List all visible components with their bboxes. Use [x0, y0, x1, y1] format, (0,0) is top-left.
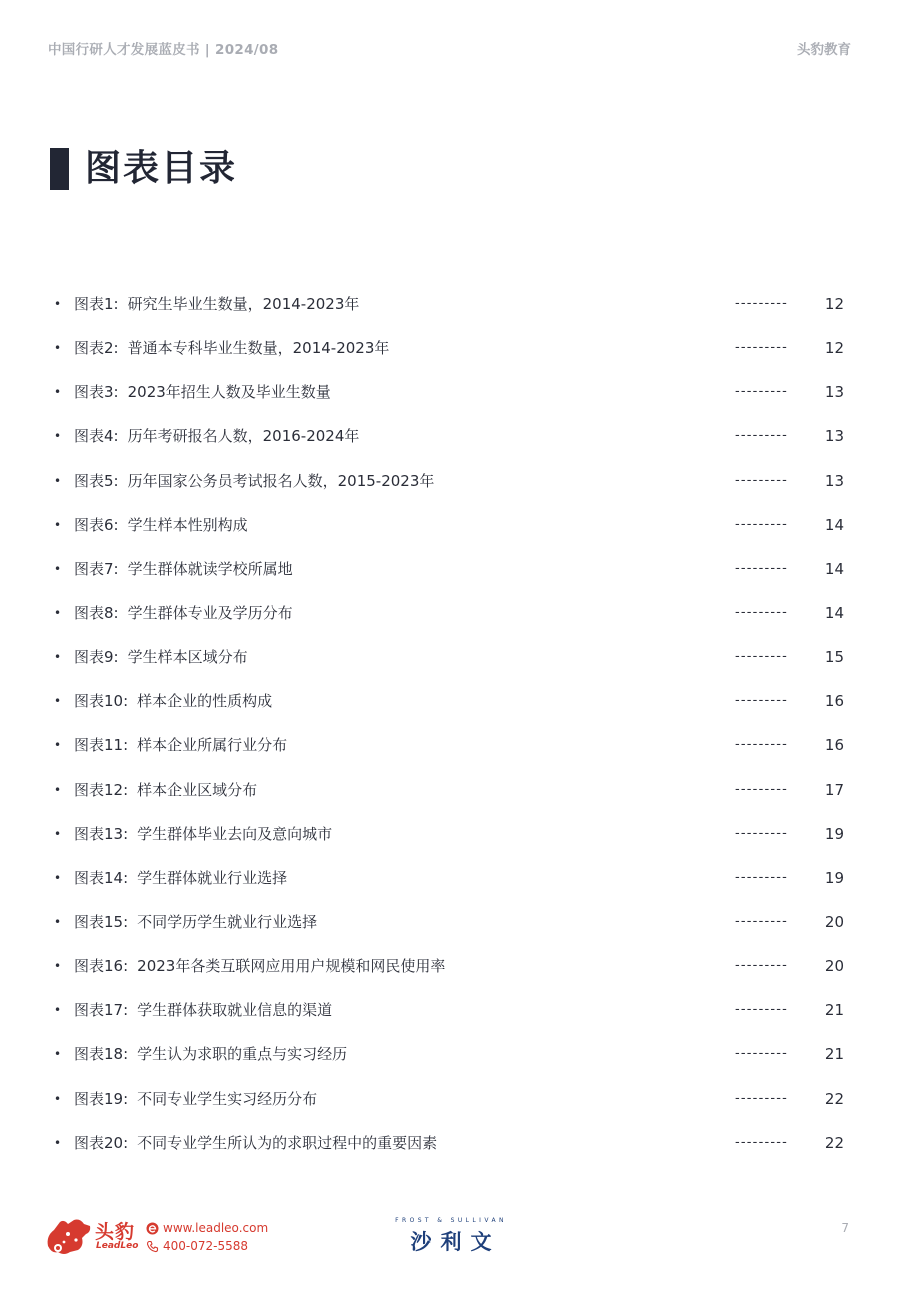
bullet-icon: •: [54, 605, 62, 620]
toc-leader: ---------: [735, 604, 789, 620]
toc-page-number: 16: [824, 736, 844, 755]
website-row[interactable]: [146, 1219, 268, 1237]
figure-title: 学生群体就读学校所属地: [127, 559, 293, 578]
toc-entry-18[interactable]: [0, 1032, 900, 1076]
toc-page-number: 12: [824, 295, 844, 313]
toc-entry-text[interactable]: [74, 1087, 317, 1111]
partner-name-en: FROST & SULLIVAN: [395, 1217, 507, 1224]
toc-entry-text[interactable]: [74, 513, 248, 537]
toc-entry-1[interactable]: [0, 282, 900, 326]
figure-number: 图表11:: [74, 736, 129, 755]
partner-name-cn: 沙利文: [410, 1230, 501, 1254]
brand-name-cn: 头豹: [95, 1221, 136, 1243]
toc-leader: ---------: [735, 781, 789, 797]
figure-title: 学生群体毕业去向及意向城市: [137, 824, 333, 843]
website-link[interactable]: www.leadleo.com: [163, 1221, 269, 1235]
toc-page-number: 14: [824, 515, 844, 534]
figure-number: 图表13:: [74, 824, 129, 843]
figure-number: 图表1:: [74, 295, 119, 313]
page-number: 7: [841, 1221, 849, 1235]
toc-page-number: 13: [824, 471, 844, 490]
toc-leader: ---------: [735, 737, 789, 753]
figure-title: 不同学历学生就业行业选择: [137, 912, 318, 931]
report-title: 中国行研人才发展蓝皮书 | 2024/08: [48, 42, 279, 58]
toc-entry-text[interactable]: [74, 336, 389, 360]
toc-entry-7[interactable]: [0, 547, 900, 591]
bullet-icon: •: [54, 1091, 62, 1106]
toc-entry-17[interactable]: [0, 988, 900, 1032]
toc-page-number: 14: [824, 603, 844, 622]
toc-leader: ---------: [735, 825, 789, 841]
toc-page-number: 16: [824, 692, 844, 711]
toc-entry-text[interactable]: [74, 1131, 437, 1155]
figure-number: 图表20:: [74, 1133, 129, 1152]
bullet-icon: •: [54, 297, 62, 311]
toc-entry-13[interactable]: [0, 812, 900, 856]
toc-entry-text[interactable]: [74, 645, 248, 669]
figure-number: 图表17:: [74, 1001, 129, 1020]
figure-number: 图表10:: [74, 692, 129, 711]
figure-list: [0, 282, 900, 1165]
toc-leader: ---------: [735, 560, 789, 576]
toc-leader: ---------: [735, 958, 789, 974]
figure-title: 样本企业的性质构成: [137, 692, 273, 711]
figure-title: 样本企业区域分布: [137, 780, 258, 799]
figure-title: 2023年各类互联网应用用户规模和网民使用率: [137, 957, 446, 976]
phone-row[interactable]: [146, 1237, 268, 1255]
toc-entry-5[interactable]: [0, 459, 900, 503]
phone-icon: [146, 1240, 159, 1253]
title-accent-bar: [50, 148, 69, 190]
toc-entry-12[interactable]: [0, 768, 900, 812]
toc-entry-11[interactable]: [0, 723, 900, 767]
section-heading: [50, 148, 237, 190]
toc-entry-20[interactable]: [0, 1121, 900, 1165]
bullet-icon: •: [54, 870, 62, 885]
figure-number: 图表2:: [74, 339, 119, 358]
toc-entry-text[interactable]: [74, 601, 293, 625]
figure-number: 图表7:: [74, 559, 119, 578]
partner-logo: [388, 1217, 514, 1256]
figure-number: 图表15:: [74, 912, 129, 931]
leopard-logo-icon: [44, 1216, 92, 1256]
figure-title: 研究生毕业生数量，2014-2023年: [127, 295, 360, 313]
toc-entry-text[interactable]: [74, 778, 257, 802]
toc-leader: ---------: [735, 340, 789, 356]
figure-title: 样本企业所属行业分布: [137, 736, 288, 755]
toc-entry-text[interactable]: [74, 557, 293, 581]
header-brand: 头豹教育: [797, 42, 851, 58]
toc-entry-4[interactable]: [0, 414, 900, 458]
toc-page-number: 15: [824, 648, 844, 667]
figure-number: 图表6:: [74, 515, 119, 534]
bullet-icon: •: [54, 429, 62, 444]
toc-page-number: 17: [824, 780, 844, 799]
contact-info: [146, 1219, 268, 1255]
toc-leader: ---------: [735, 296, 789, 311]
toc-page-number: 13: [824, 383, 844, 402]
figure-title: 学生样本区域分布: [127, 648, 248, 667]
toc-entry-3[interactable]: [0, 370, 900, 414]
bullet-icon: •: [54, 914, 62, 929]
toc-entry-text[interactable]: [74, 822, 332, 846]
toc-entry-text[interactable]: [74, 954, 445, 978]
figure-title: 不同专业学生所认为的求职过程中的重要因素: [137, 1133, 438, 1152]
toc-page-number: 19: [824, 824, 844, 843]
figure-title: 普通本专科毕业生数量，2014-2023年: [127, 339, 390, 358]
toc-page-number: 22: [824, 1133, 844, 1152]
page-title: 图表目录: [85, 148, 238, 189]
toc-entry-text[interactable]: [74, 380, 331, 404]
figure-title: 不同专业学生实习经历分布: [137, 1089, 318, 1108]
figure-number: 图表16:: [74, 957, 129, 976]
toc-entry-text[interactable]: [74, 733, 287, 757]
toc-leader: ---------: [735, 693, 789, 709]
toc-entry-text[interactable]: [74, 424, 359, 448]
figure-title: 历年考研报名人数，2016-2024年: [127, 427, 360, 446]
toc-entry-8[interactable]: [0, 591, 900, 635]
toc-leader: ---------: [735, 1134, 789, 1150]
toc-page-number: 13: [824, 427, 844, 446]
web-icon: [146, 1222, 159, 1235]
toc-entry-16[interactable]: [0, 944, 900, 988]
toc-page-number: 21: [824, 1045, 844, 1064]
bullet-icon: •: [54, 826, 62, 841]
bullet-icon: •: [54, 738, 62, 753]
brand-name-en: LeadLeo: [96, 1241, 139, 1251]
toc-entry-text[interactable]: [74, 689, 272, 713]
toc-page-number: 20: [824, 957, 844, 976]
bullet-icon: •: [54, 694, 62, 709]
figure-number: 图表3:: [74, 383, 119, 402]
toc-leader: ---------: [735, 913, 789, 929]
toc-page-number: 22: [824, 1089, 844, 1108]
toc-entry-text[interactable]: [74, 469, 434, 493]
figure-number: 图表8:: [74, 603, 119, 622]
figure-number: 图表4:: [74, 427, 119, 446]
toc-leader: ---------: [735, 384, 789, 400]
toc-page-number: 12: [824, 339, 844, 358]
bullet-icon: •: [54, 650, 62, 665]
bullet-icon: •: [54, 517, 62, 532]
bullet-icon: •: [54, 1003, 62, 1018]
bullet-icon: •: [54, 561, 62, 576]
figure-title: 学生群体专业及学历分布: [127, 603, 293, 622]
toc-entry-text[interactable]: [74, 866, 287, 890]
figure-number: 图表5:: [74, 471, 119, 490]
bullet-icon: •: [54, 473, 62, 488]
bullet-icon: •: [54, 341, 62, 356]
figure-number: 图表12:: [74, 780, 129, 799]
toc-page-number: 19: [824, 868, 844, 887]
figure-number: 图表18:: [74, 1045, 129, 1064]
figure-title: 2023年招生人数及毕业生数量: [127, 383, 331, 402]
bullet-icon: •: [54, 959, 62, 974]
bullet-icon: •: [54, 782, 62, 797]
toc-leader: ---------: [735, 1090, 789, 1106]
toc-leader: ---------: [735, 472, 789, 488]
figure-title: 学生群体就业行业选择: [137, 868, 288, 887]
figure-title: 学生样本性别构成: [127, 515, 248, 534]
toc-entry-text[interactable]: [74, 292, 359, 316]
figure-number: 图表19:: [74, 1089, 129, 1108]
bullet-icon: •: [54, 1047, 62, 1062]
toc-entry-text[interactable]: [74, 998, 332, 1022]
figure-title: 学生群体获取就业信息的渠道: [137, 1001, 333, 1020]
toc-entry-19[interactable]: [0, 1077, 900, 1121]
bullet-icon: •: [54, 385, 62, 400]
toc-entry-2[interactable]: [0, 326, 900, 370]
toc-entry-6[interactable]: [0, 503, 900, 547]
phone-number[interactable]: 400-072-5588: [163, 1239, 249, 1253]
toc-page-number: 21: [824, 1001, 844, 1020]
toc-leader: ---------: [735, 1046, 789, 1062]
toc-page-number: 20: [824, 912, 844, 931]
toc-leader: ---------: [735, 516, 789, 532]
toc-entry-10[interactable]: [0, 679, 900, 723]
toc-leader: ---------: [735, 1002, 789, 1018]
toc-page-number: 14: [824, 559, 844, 578]
figure-number: 图表9:: [74, 648, 119, 667]
bullet-icon: •: [54, 1135, 62, 1150]
toc-entry-9[interactable]: [0, 635, 900, 679]
figure-title: 历年国家公务员考试报名人数，2015-2023年: [127, 471, 435, 490]
toc-leader: ---------: [735, 428, 789, 444]
toc-entry-text[interactable]: [74, 1042, 347, 1066]
toc-entry-15[interactable]: [0, 900, 900, 944]
toc-entry-text[interactable]: [74, 910, 317, 934]
toc-leader: ---------: [735, 869, 789, 885]
toc-entry-14[interactable]: [0, 856, 900, 900]
figure-number: 图表14:: [74, 868, 129, 887]
toc-leader: ---------: [735, 649, 789, 665]
figure-title: 学生认为求职的重点与实习经历: [137, 1045, 348, 1064]
